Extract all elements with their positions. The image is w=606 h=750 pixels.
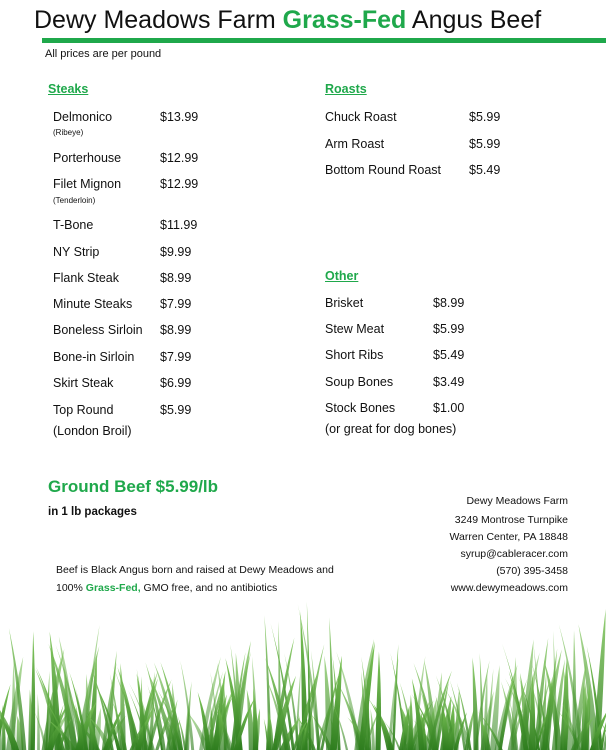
other-item-name: Stock Bones	[325, 401, 396, 415]
roast-item-name: Chuck Roast	[325, 110, 397, 124]
steak-item-name: Top Round	[53, 403, 114, 417]
other-item-price: $5.99	[433, 322, 465, 336]
steak-item-name: Boneless Sirloin	[53, 323, 143, 337]
description-prefix: 100%	[56, 582, 86, 594]
contact-name: Dewy Meadows Farm	[466, 495, 568, 507]
contact-email: syrup@cableracer.com	[460, 548, 568, 560]
steaks-heading: Steaks	[48, 82, 89, 96]
steak-item-name: Flank Steak	[53, 271, 120, 285]
steak-item-name: Delmonico	[53, 110, 113, 124]
title-highlight: Grass-Fed	[282, 6, 407, 34]
steak-item-price: $7.99	[160, 350, 192, 364]
other-item-name: Soup Bones	[325, 375, 394, 389]
contact-phone: (570) 395-3458	[496, 565, 568, 577]
other-item-price: $1.00	[433, 401, 465, 415]
contact-address: 3249 Montrose Turnpike	[454, 514, 568, 526]
title-divider	[42, 38, 606, 43]
pricing-note: All prices are per pound	[45, 48, 162, 60]
description-highlight: Grass-Fed,	[85, 582, 141, 594]
other-item-name: Stew Meat	[325, 322, 385, 336]
roast-item-name: Bottom Round Roast	[325, 163, 442, 177]
steak-item-sub: (Ribeye)	[53, 128, 84, 137]
steak-item-price: $6.99	[160, 376, 192, 390]
steak-item-price: $12.99	[160, 177, 199, 191]
steak-item-name: T-Bone	[53, 218, 94, 232]
roast-item-price: $5.99	[469, 137, 501, 151]
steak-item-price: $11.99	[160, 218, 198, 232]
other-item-name: Short Ribs	[325, 348, 384, 362]
roast-item-price: $5.99	[469, 110, 501, 124]
other-item-name: Brisket	[325, 296, 364, 310]
grass-image	[0, 590, 606, 750]
other-heading: Other	[325, 269, 359, 283]
steak-item-price: $8.99	[160, 271, 192, 285]
steak-item-price: $5.99	[160, 403, 192, 417]
steak-item-line2: (London Broil)	[53, 424, 132, 438]
roast-item-price: $5.49	[469, 163, 501, 177]
steak-item-price: $13.99	[160, 110, 199, 124]
description-suffix: GMO free, and no antibiotics	[140, 582, 278, 594]
steak-item-name: Skirt Steak	[53, 376, 114, 390]
other-item-price: $5.49	[433, 348, 465, 362]
contact-city: Warren Center, PA 18848	[449, 531, 568, 543]
other-item-line2: (or great for dog bones)	[325, 422, 457, 436]
contact-website: www.dewymeadows.com	[450, 582, 568, 594]
grass-blades	[0, 601, 606, 750]
ground-beef-packages: in 1 lb packages	[48, 506, 137, 518]
other-item-price: $3.49	[433, 375, 465, 389]
grass-blade	[37, 694, 40, 750]
steak-item-name: Porterhouse	[53, 151, 122, 165]
steak-item-name: Filet Mignon	[53, 177, 122, 191]
steak-item-price: $12.99	[160, 151, 199, 165]
steak-item-price: $8.99	[160, 323, 192, 337]
other-item-price: $8.99	[433, 296, 465, 310]
steak-item-name: NY Strip	[53, 245, 100, 259]
grass-blade	[375, 651, 381, 750]
roast-item-name: Arm Roast	[325, 137, 385, 151]
steak-item-name: Bone-in Sirloin	[53, 350, 135, 364]
page-title	[34, 6, 541, 35]
description-line-1: Beef is Black Angus born and raised at Dewy Meadows and	[56, 564, 334, 576]
steak-item-price: $7.99	[160, 297, 192, 311]
ground-beef-price: Ground Beef $5.99/lb	[48, 477, 219, 496]
steak-item-price: $9.99	[160, 245, 192, 259]
title-part-2: Angus Beef	[406, 6, 542, 34]
steak-item-sub: (Tenderloin)	[53, 196, 96, 205]
title-part-1: Dewy Meadows Farm	[34, 6, 283, 34]
roasts-heading: Roasts	[325, 82, 367, 96]
steak-item-name: Minute Steaks	[53, 297, 133, 311]
